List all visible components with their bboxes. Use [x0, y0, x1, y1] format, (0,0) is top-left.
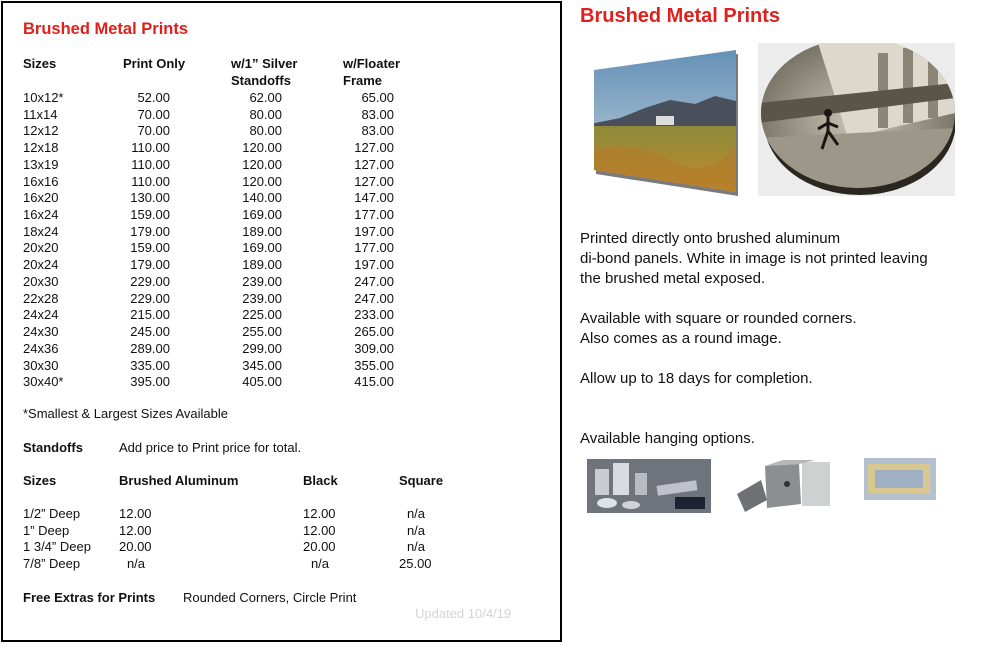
row-print-only-price: 110.00	[131, 173, 170, 189]
standoff-row-brushed-price: n/a	[126, 556, 146, 572]
info-title: Brushed Metal Prints	[580, 5, 781, 27]
updated-date: Updated 10/4/19	[415, 606, 512, 621]
row-standoff-price: 225.00	[242, 307, 282, 323]
row-standoff-price: 189.00	[242, 223, 282, 239]
row-print-only-price: 245.00	[130, 324, 170, 340]
hanging-options-label: Available hanging options.	[580, 430, 755, 447]
row-print-only-price: 159.00	[130, 240, 170, 256]
row-print-only-price: 179.00	[130, 223, 170, 239]
row-size: 20x24	[23, 257, 59, 273]
row-floater-price: 65.00	[361, 90, 394, 105]
row-standoff-price: 299.00	[242, 340, 282, 356]
row-standoff-price: 239.00	[242, 290, 282, 306]
row-size: 12x18	[23, 140, 59, 156]
row-print-only-price: 289.00	[130, 340, 170, 356]
row-standoff-price: 239.00	[242, 273, 282, 289]
row-size: 16x24	[23, 207, 59, 223]
row-standoff-price: 405.00	[242, 374, 282, 390]
extras-value: Rounded Corners, Circle Print	[183, 590, 357, 605]
row-size: 22x28	[23, 290, 59, 306]
row-print-only-price: 229.00	[130, 273, 170, 289]
row-standoff-price: 80.00	[249, 106, 282, 122]
standoff-row-brushed-price: 20.00	[119, 539, 152, 555]
header-floater-line1: w/Floater	[343, 56, 401, 71]
standoffs-label: Standoffs	[23, 440, 83, 455]
row-floater-price: 83.00	[361, 123, 394, 139]
row-standoff-price: 169.00	[242, 207, 282, 223]
row-size: 24x30	[23, 324, 59, 340]
row-standoff-price: 62.00	[249, 90, 282, 105]
header-standoffs-line1: w/1” Silver	[231, 56, 298, 71]
row-size: 12x12	[23, 123, 59, 139]
row-standoff-price: 80.00	[249, 123, 282, 139]
landscape-metal-print-image	[590, 42, 740, 197]
row-floater-price: 147.00	[354, 190, 394, 206]
row-print-only-price: 179.00	[130, 257, 170, 273]
price-list-title: Brushed Metal Prints	[23, 20, 189, 38]
standoff-header-black: Black	[303, 473, 338, 488]
row-floater-price: 197.00	[354, 257, 394, 273]
row-size: 10x12*	[23, 90, 64, 105]
row-print-only-price: 229.00	[130, 290, 170, 306]
round-metal-print-image	[758, 43, 955, 196]
header-standoffs-line2: Standoffs	[231, 73, 291, 88]
row-print-only-price: 395.00	[130, 374, 170, 390]
row-print-only-price: 130.00	[130, 190, 170, 206]
standoff-row-brushed-price: 12.00	[119, 522, 152, 538]
row-standoff-price: 120.00	[242, 156, 282, 172]
standoff-row-square-price: n/a	[406, 506, 426, 521]
row-size: 16x16	[23, 173, 59, 189]
corners-line-2: Also comes as a round image.	[580, 330, 782, 347]
silver-standoffs-image	[587, 459, 711, 513]
row-standoff-price: 255.00	[242, 324, 282, 340]
corners-line-1: Available with square or rounded corners.	[580, 310, 857, 327]
standoff-header-sizes: Sizes	[23, 473, 57, 488]
row-print-only-price: 52.00	[137, 90, 170, 105]
row-size: 30x40*	[23, 374, 64, 390]
row-standoff-price: 120.00	[242, 173, 282, 189]
standoff-row-black-price: 20.00	[303, 539, 336, 555]
standoff-header-square: Square	[399, 473, 444, 488]
row-size: 30x30	[23, 357, 59, 373]
row-standoff-price: 120.00	[242, 140, 282, 156]
description-line-3: the brushed metal exposed.	[580, 270, 766, 287]
standoff-row-black-price: 12.00	[303, 522, 336, 538]
standoff-row-depth: 1/2” Deep	[23, 506, 81, 521]
standoff-row-brushed-price: 12.00	[119, 506, 152, 521]
row-floater-price: 197.00	[354, 223, 394, 239]
row-print-only-price: 70.00	[137, 106, 170, 122]
row-standoff-price: 189.00	[242, 257, 282, 273]
row-floater-price: 415.00	[354, 374, 394, 390]
row-floater-price: 83.00	[361, 106, 394, 122]
row-size: 20x30	[23, 273, 59, 289]
square-standoff-frame-image	[864, 458, 936, 500]
row-size: 11x14	[23, 106, 58, 122]
row-standoff-price: 140.00	[242, 190, 282, 206]
completion-note: Allow up to 18 days for completion.	[580, 370, 813, 387]
header-floater-line2: Frame	[343, 73, 383, 88]
row-print-only-price: 215.00	[130, 307, 170, 323]
footnote: *Smallest & Largest Sizes Available	[23, 406, 228, 421]
row-floater-price: 247.00	[354, 290, 394, 306]
standoff-header-brushed: Brushed Aluminum	[119, 473, 239, 488]
header-sizes: Sizes	[23, 56, 57, 71]
row-print-only-price: 159.00	[130, 207, 170, 223]
description-line-2: di-bond panels. White in image is not printed leaving	[580, 250, 928, 267]
row-size: 18x24	[23, 223, 59, 239]
row-size: 20x20	[23, 240, 59, 256]
black-standoffs-image	[737, 460, 833, 512]
row-floater-price: 265.00	[354, 324, 394, 340]
header-print-only: Print Only	[123, 56, 186, 71]
standoff-row-black-price: 12.00	[303, 506, 336, 521]
standoff-row-depth: 1” Deep	[23, 522, 70, 538]
standoff-row-square-price: 25.00	[399, 556, 432, 572]
standoff-row-square-price: n/a	[406, 522, 426, 538]
row-print-only-price: 110.00	[131, 140, 170, 156]
row-size: 16x20	[23, 190, 59, 206]
row-print-only-price: 70.00	[137, 123, 170, 139]
row-print-only-price: 110.00	[131, 156, 170, 172]
row-floater-price: 233.00	[354, 307, 394, 323]
row-floater-price: 247.00	[354, 273, 394, 289]
row-floater-price: 177.00	[354, 207, 394, 223]
standoff-row-depth: 1 3/4” Deep	[23, 539, 91, 555]
row-floater-price: 127.00	[354, 140, 394, 156]
row-size: 24x36	[23, 340, 59, 356]
standoff-row-depth: 7/8” Deep	[23, 556, 81, 572]
standoff-row-square-price: n/a	[406, 539, 426, 555]
row-size: 13x19	[23, 156, 59, 172]
row-floater-price: 127.00	[354, 156, 394, 172]
row-print-only-price: 335.00	[130, 357, 170, 373]
row-standoff-price: 169.00	[242, 240, 282, 256]
standoff-row-black-price: n/a	[310, 556, 330, 572]
row-standoff-price: 345.00	[242, 357, 282, 373]
row-floater-price: 309.00	[354, 340, 394, 356]
standoffs-note: Add price to Print price for total.	[119, 440, 302, 455]
row-size: 24x24	[23, 307, 59, 323]
row-floater-price: 177.00	[354, 240, 394, 256]
row-floater-price: 355.00	[354, 357, 394, 373]
description-line-1: Printed directly onto brushed aluminum	[580, 230, 841, 247]
extras-label: Free Extras for Prints	[23, 590, 156, 605]
row-floater-price: 127.00	[354, 173, 394, 189]
